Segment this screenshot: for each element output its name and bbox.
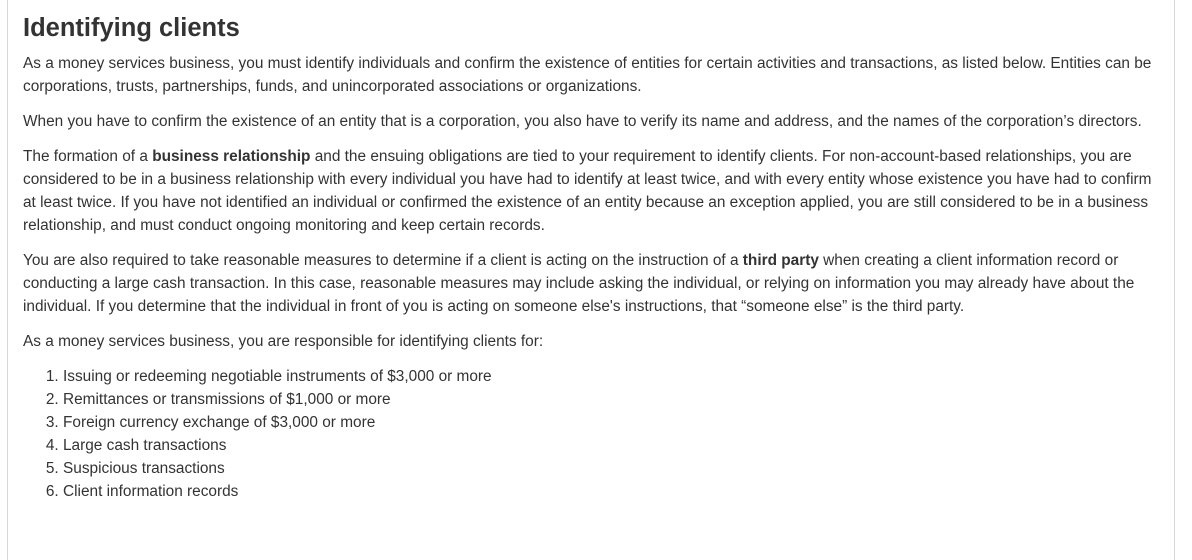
text-segment: when creating a client information record or conducting a large cash transaction. In this case, reasonable measures may include asking the individual, or relying on information you may already have about the individual. If you determine that the individual in front of you is acting on someone else's instructions, that “someone else” is the third party. <box>23 252 1135 315</box>
paragraph-intro: As a money services business, you must identify individuals and confirm the existence of entities for certain activities and transactions, as listed below. Entities can be corporations, trusts, partnerships, funds, and unincorporated associations or organizations. <box>23 55 1152 95</box>
list-item: 6. Client information records <box>63 480 1158 503</box>
list-item: 5. Suspicious transactions <box>63 457 1158 480</box>
paragraph-third-party <box>23 249 1158 318</box>
bold-term-third-party: third party <box>742 252 819 269</box>
article-content <box>23 10 1158 503</box>
bold-term-business-relationship: business relationship <box>152 148 311 165</box>
paragraph-business-relationship <box>23 145 1158 237</box>
list-item: 2. Remittances or transmissions of $1,000 or more <box>63 388 1158 411</box>
text-segment: You are also required to take reasonable measures to determine if a client is acting on the instruction of a <box>23 252 743 269</box>
paragraph-corporation: When you have to confirm the existence of an entity that is a corporation, you also have to verify its name and address, and the names of the corporation’s directors. <box>23 113 1142 130</box>
paragraph-responsibility: As a money services business, you are responsible for identifying clients for: <box>23 333 544 350</box>
list-item: 1. Issuing or redeeming negotiable instruments of $3,000 or more <box>63 365 1158 388</box>
list-item: 3. Foreign currency exchange of $3,000 or more <box>63 411 1158 434</box>
page-title: Identifying clients <box>23 14 240 42</box>
text-segment: The formation of a <box>23 148 153 165</box>
text-segment: and the ensuing obligations are tied to your requirement to identify clients. For non-account-based relationships, you are considered to be in a business relationship with every individual you have had to identify at least twice, and with every entity whose existence you have had to confirm at least twice. If you have not identified an individual or confirmed the existence of an entity because an exception applied, you are still considered to be in a business relationship, and must conduct ongoing monitoring and keep certain records. <box>23 148 1152 234</box>
list-item: 4. Large cash transactions <box>63 434 1158 457</box>
identification-list <box>23 365 1158 503</box>
